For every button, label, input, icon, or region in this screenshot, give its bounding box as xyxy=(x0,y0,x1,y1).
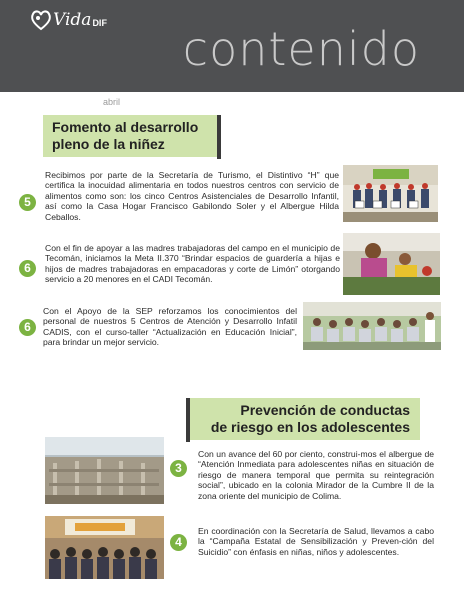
section-heading-bar xyxy=(217,115,221,159)
item-paragraph: Con el Apoyo de la SEP reforzamos los conocimientos del personal de nuestros 5 Centros de Atención y Desarrollo Infatil CADIS, con el curso-taller “Actualización en Educación Inicial”, para brindar un mejor servicio. xyxy=(43,306,297,348)
logo-suffix: DIF xyxy=(92,18,107,28)
header-bar xyxy=(0,0,464,92)
page-number-badge: 6 xyxy=(19,319,36,336)
page-title: contenido xyxy=(182,22,420,76)
section-title-line: pleno de la niñez xyxy=(52,136,165,152)
section-title-line: Fomento al desarrollo xyxy=(52,119,199,135)
page-number-badge: 5 xyxy=(19,194,36,211)
item-paragraph: Con un avance del 60 por ciento, construi-mos el albergue de “Atención Inmediata para adolescentes niñas en situación de riesgo de manera temporal que permita su reintegración social”, ubicado en la colonia Mirador de la Cumbre II de la zona oriente del municipio de Colima. xyxy=(198,449,434,501)
page-number-badge: 6 xyxy=(19,260,36,277)
item-paragraph: Recibimos por parte de la Secretaría de Turismo, el Distintivo “H” que certifica la inocuidad alimentaria en todos nuestros centros con servicio de alimentos como son: los cinco Centros Asistenciales de Desarrollo Infantil, así como la Casa Hogar Francisco Gabilondo Soler y el Albergue Hilda Ceballos. xyxy=(45,170,339,222)
page-number-badge: 3 xyxy=(170,460,187,477)
page-number-badge: 4 xyxy=(170,534,187,551)
section-heading-bar xyxy=(186,398,190,442)
section-title-line: Prevención de conductas xyxy=(240,402,410,418)
children-certificate-photo xyxy=(343,165,438,222)
section-title-line: de riesgo en los adolescentes xyxy=(210,419,410,435)
construction-photo xyxy=(45,437,164,504)
month-label: abril xyxy=(103,97,121,107)
item-paragraph: En coordinación con la Secretaría de Salud, llevamos a cabo la “Campaña Estatal de Sensibilización y Preven-ción del Suicidio” con énfasis en niñas, niños y adolescentes. xyxy=(198,526,434,557)
workshop-photo xyxy=(303,302,441,350)
logo-text: Vida xyxy=(53,10,92,30)
daycare-photo xyxy=(343,233,440,295)
heart-icon xyxy=(30,9,52,31)
dif-logo xyxy=(30,8,107,32)
item-paragraph: Con el fin de apoyar a las madres trabajadoras del campo en el municipio de Tecomán, iniciamos la Meta II.370 “Brindar espacios de guardería a hijas e hijos de madres trabajadoras en empacadoras y corte de Limón” otorgando servicio a 20 menores en el CADI Tecomán. xyxy=(45,243,340,285)
campaign-event-photo xyxy=(45,516,164,579)
section-title-adolescents xyxy=(196,402,410,436)
section-title-childhood xyxy=(52,119,198,153)
